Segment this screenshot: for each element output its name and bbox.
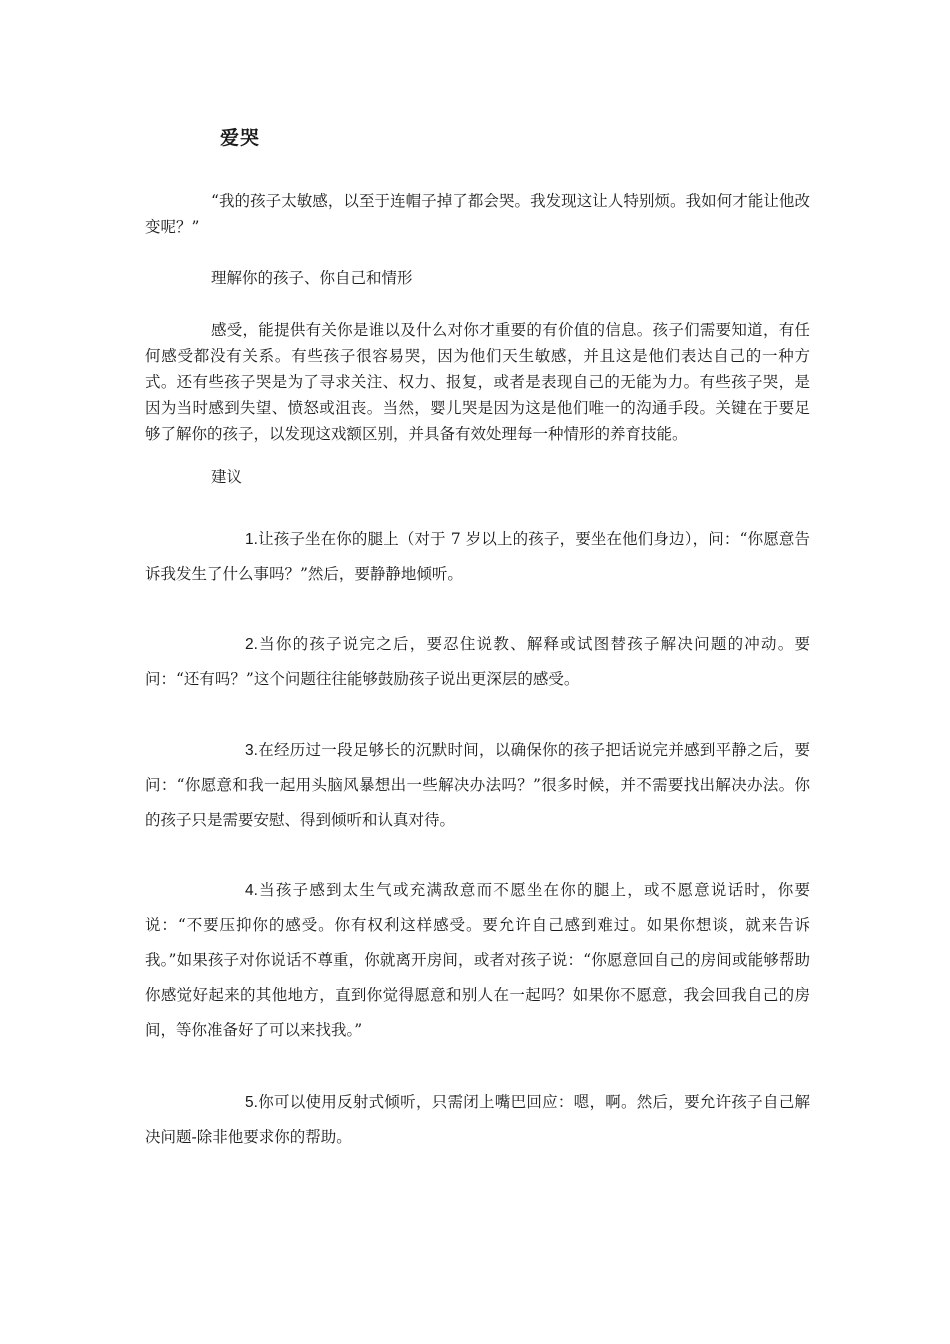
suggestion-number: 4. — [245, 882, 258, 899]
page-title: 爱哭 — [220, 127, 261, 149]
suggestion-number: 2. — [245, 636, 258, 653]
suggestion-text: 当你的孩子说完之后，要忍住说教、解释或试图替孩子解决问题的冲动。要问：“还有吗？”这个问题往往能够鼓励孩子说出更深层的感受。 — [145, 635, 810, 688]
suggestion-number: 3. — [245, 742, 258, 759]
suggestion-text: 让孩子坐在你的腿上（对于 7 岁以上的孩子，要坐在他们身边），问：“你愿意告诉我发生了什么事吗？”然后，要静静地倾听。 — [145, 530, 810, 583]
section-heading-understanding: 理解你的孩子、你自己和情形 — [211, 269, 413, 287]
understanding-paragraph: 感受，能提供有关你是谁以及什么对你才重要的有价值的信息。孩子们需要知道，有任何感受都没有关系。有些孩子很容易哭，因为他们天生敏感，并且这是他们表达自己的一种方式。还有些孩子哭是为了寻求关注、权力、报复，或者是表现自己的无能为力。有些孩子哭，是因为当时感到失望、愤怒或沮丧。当然，婴儿哭是因为这是他们唯一的沟通手段。关键在于要足够了解你的孩子，以发现这戏额区别，并具备有效处理每一种情形的养育技能。 — [145, 321, 810, 443]
suggestion-number: 5. — [245, 1094, 258, 1111]
suggestion-item-2 — [145, 627, 810, 697]
suggestion-item-5 — [145, 1085, 810, 1155]
suggestion-text: 你可以使用反射式倾听，只需闭上嘴巴回应：嗯，啊。然后，要允许孩子自己解决问题-除非他要求你的帮助。 — [145, 1093, 810, 1146]
suggestion-item-3 — [145, 733, 810, 838]
section-heading-suggestions: 建议 — [211, 468, 243, 486]
suggestion-number: 1. — [245, 531, 258, 548]
suggestion-item-4 — [145, 873, 810, 1048]
suggestion-text: 在经历过一段足够长的沉默时间，以确保你的孩子把话说完并感到平静之后，要问：“你愿意和我一起用头脑风暴想出一些解决办法吗？”很多时候，并不需要找出解决办法。你的孩子只是需要安慰、得到倾听和认真对待。 — [145, 741, 810, 829]
suggestion-text: 当孩子感到太生气或充满敌意而不愿坐在你的腿上，或不愿意说话时，你要说：“不要压抑你的感受。你有权利这样感受。要允许自己感到难过。如果你想谈，就来告诉我。”如果孩子对你说话不尊重，你就离开房间，或者对孩子说：“你愿意回自己的房间或能够帮助你感觉好起来的其他地方，直到你觉得愿意和别人在一起吗？如果你不愿意，我会回我自己的房间，等你准备好了可以来找我。” — [145, 881, 810, 1039]
suggestion-item-1 — [145, 522, 810, 592]
opening-quote: “我的孩子太敏感，以至于连帽子掉了都会哭。我发现这让人特别烦。我如何才能让他改变呢？” — [145, 192, 810, 236]
